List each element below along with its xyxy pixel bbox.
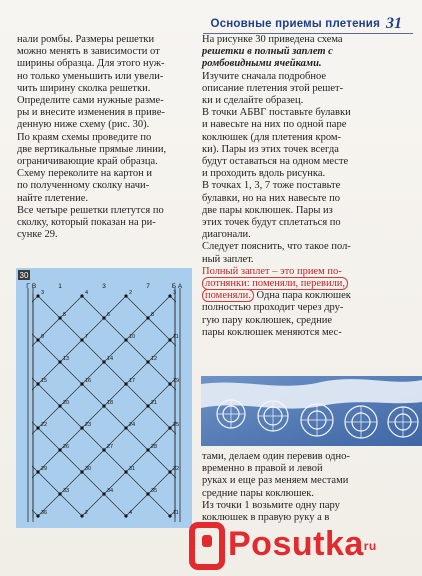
text-line: Изучите сначала подробное xyxy=(202,70,327,82)
text-line: временно в правой и левой xyxy=(202,463,323,475)
pin-number: 9 xyxy=(41,334,45,340)
pin-number: 31 xyxy=(129,466,136,472)
pin-number: 11 xyxy=(173,334,179,340)
pin-point xyxy=(146,360,149,363)
pin-number: 12 xyxy=(151,356,158,362)
text-line: руках и еще раз меняем местами xyxy=(202,475,349,487)
pin-number: 18 xyxy=(107,400,114,406)
text-line: найте плетение. xyxy=(17,192,89,204)
lattice-diagram xyxy=(16,268,192,528)
pin-number: 28 xyxy=(151,444,158,450)
pin-point xyxy=(80,294,83,297)
text-line: средние пары коклюшек. xyxy=(202,487,314,499)
text-line: чить ширину сколка решетки. xyxy=(17,82,151,94)
pin-point xyxy=(58,316,61,319)
text-line: В точках 1, 3, 7 тоже поставьте xyxy=(202,180,341,192)
top-label: Г xyxy=(26,283,30,290)
diagram-mask xyxy=(32,518,176,528)
text-line: ограничивающие край образца. xyxy=(17,156,158,168)
pin-number: 7 xyxy=(85,334,89,340)
pin-number: 34 xyxy=(107,488,114,494)
text-line: можно менять в зависимости от xyxy=(17,46,160,58)
text-line: ширины образца. Для этого нуж- xyxy=(17,58,165,70)
pin-point xyxy=(58,360,61,363)
pin-number: 32 xyxy=(173,466,180,472)
pin-number: 4 xyxy=(129,510,133,516)
pin-point xyxy=(168,294,171,297)
pin-number: 3 xyxy=(173,290,177,296)
pin-point xyxy=(102,360,105,363)
pin-number: 10 xyxy=(129,334,136,340)
top-label: В xyxy=(31,283,37,290)
pin-number: 24 xyxy=(129,422,136,428)
left-column-text xyxy=(17,34,195,241)
pin-point xyxy=(146,404,149,407)
pin-number: 20 xyxy=(63,400,70,406)
pin-number: 13 xyxy=(63,356,70,362)
pin-point xyxy=(36,426,39,429)
text-line: булавки, но на них навесьте по xyxy=(202,192,340,204)
pin-point xyxy=(80,338,83,341)
pin-point xyxy=(102,448,105,451)
text-line: гую пару коклюшек, средние xyxy=(202,314,333,326)
pin-number: 30 xyxy=(85,466,92,472)
pin-point xyxy=(168,470,171,473)
pin-point xyxy=(58,404,61,407)
pin-point xyxy=(168,426,171,429)
text-line: ры и внесите изменения в приве- xyxy=(17,107,165,119)
page-number: 31 xyxy=(386,15,402,32)
pin-point xyxy=(124,382,127,385)
pin-number: 23 xyxy=(85,422,92,428)
pin-point xyxy=(146,448,149,451)
top-label: 3 xyxy=(102,283,106,290)
text-line-emphasis: решетки в полный заплет с xyxy=(202,46,333,58)
text-fragment: Одна пара коклюшек xyxy=(253,290,351,302)
lattice-diagram-svg xyxy=(16,268,192,528)
pin-point xyxy=(36,470,39,473)
text-line xyxy=(202,290,382,302)
pin-point xyxy=(58,448,61,451)
pin-number: 29 xyxy=(41,466,48,472)
pin-number: 22 xyxy=(41,422,48,428)
pin-point xyxy=(36,338,39,341)
top-label: Б xyxy=(171,283,177,290)
watermark-logo xyxy=(188,519,422,572)
pin-number: 2 xyxy=(85,510,89,516)
text-line: диагонали. xyxy=(202,229,251,241)
pin-number: 33 xyxy=(63,488,70,494)
diagram-mask xyxy=(176,282,192,528)
text-line: В точки АБВГ поставьте булавки xyxy=(202,107,351,119)
pin-point xyxy=(102,316,105,319)
pin-number: 5 xyxy=(63,312,67,318)
logo-suffix: ru xyxy=(363,539,377,554)
lace-photo-image xyxy=(201,376,422,446)
pin-number: 36 xyxy=(41,510,48,516)
pin-number: 3 xyxy=(41,290,45,296)
page-header-title: Основные приемы плетения xyxy=(210,18,380,30)
pin-number: 35 xyxy=(151,488,158,494)
text-line: коклюшек в правую руку а в xyxy=(202,512,330,524)
pin-point xyxy=(124,338,127,341)
diagram-mask xyxy=(32,268,176,294)
pin-number: 2 xyxy=(129,290,133,296)
top-label: 7 xyxy=(146,283,150,290)
pin-number: 26 xyxy=(63,444,70,450)
text-line: пары коклюшек меняются мес- xyxy=(202,326,342,338)
pin-point xyxy=(124,470,127,473)
logo-word: Posutka xyxy=(228,525,364,563)
pin-number: 11 xyxy=(173,510,179,516)
pin-point xyxy=(36,514,39,517)
text-line: коклюшек (для плетения кром- xyxy=(202,131,342,143)
right-column-text xyxy=(202,34,382,339)
pin-point xyxy=(102,404,105,407)
text-line: и проходить вдоль рисунка. xyxy=(202,168,326,180)
text-line: Из точки 1 возьмите одну пару xyxy=(202,499,340,511)
text-line: Следует пояснить, что такое пол- xyxy=(202,241,351,253)
pin-point xyxy=(58,492,61,495)
lace-photo xyxy=(201,376,422,446)
text-line: но только уменьшить или увели- xyxy=(17,70,164,82)
pin-point xyxy=(80,382,83,385)
pin-number: 27 xyxy=(107,444,114,450)
pin-point xyxy=(124,514,127,517)
pin-number: 19 xyxy=(173,378,180,384)
diagram-mask xyxy=(16,282,32,528)
diagram-background xyxy=(16,268,192,528)
text-line: будут оставаться на одном месте xyxy=(202,156,349,168)
text-line: Все четыре решетки плетутся по xyxy=(17,204,164,216)
text-line: На рисунке 30 приведена схема xyxy=(202,34,343,45)
pin-number: 16 xyxy=(85,378,92,384)
text-line: тами, делаем один перевив одно- xyxy=(202,451,350,462)
pin-point xyxy=(168,338,171,341)
pin-number: 14 xyxy=(107,356,114,362)
pin-point xyxy=(146,492,149,495)
text-line: описание плетения этой решет- xyxy=(202,82,344,94)
text-line: две вертикальные прямые линии, xyxy=(17,143,167,155)
text-line: По краям схемы проведите по xyxy=(17,131,152,143)
text-line: полностью проходит через дру- xyxy=(202,302,344,314)
pin-point xyxy=(124,426,127,429)
text-line: по полученному сколку начи- xyxy=(17,180,150,192)
highlighted-definition: Полный заплет – это прием по- xyxy=(202,265,342,277)
text-line: нали ромбы. Размеры решетки xyxy=(17,34,155,45)
circled-phrase: лотнянки: поменяли, перевили, xyxy=(202,277,348,290)
pin-point xyxy=(80,514,83,517)
pin-point xyxy=(80,470,83,473)
pin-point xyxy=(36,294,39,297)
pin-number: 17 xyxy=(129,378,136,384)
text-line: Схему переколите на картон и xyxy=(17,168,152,180)
top-label: 1 xyxy=(58,283,62,290)
text-line: ки). Пары из этих точек всегда xyxy=(202,143,339,155)
pin-number: 25 xyxy=(173,422,180,428)
text-line: сколку, который показан на ри- xyxy=(17,217,156,229)
text-line: сунке 29. xyxy=(17,229,58,241)
pin-point xyxy=(168,514,171,517)
pin-number: 6 xyxy=(107,312,111,318)
text-line-emphasis: ромбовидными ячейками. xyxy=(202,58,322,70)
text-line: этих точек будут сплетаться по xyxy=(202,217,341,229)
text-line: ный заплет. xyxy=(202,253,254,265)
figure-number: 30 xyxy=(19,271,29,280)
pin-point xyxy=(124,294,127,297)
text-line: и навесьте на них по одной паре xyxy=(202,119,347,131)
pin-point xyxy=(168,382,171,385)
top-label: А xyxy=(177,283,183,290)
text-line: денную ниже схему (рис. 30). xyxy=(17,119,150,131)
pin-point xyxy=(36,382,39,385)
circled-phrase: поменяли. xyxy=(202,289,254,302)
pin-number: 8 xyxy=(151,312,155,318)
pin-number: 21 xyxy=(151,400,158,406)
logo-text xyxy=(228,525,377,564)
pin-point xyxy=(102,492,105,495)
text-line: Определите сами нужные разме- xyxy=(17,95,164,107)
pin-number: 4 xyxy=(85,290,89,296)
right-column-text-continued xyxy=(202,451,372,524)
logo-mark-icon xyxy=(188,521,228,571)
pin-point xyxy=(80,426,83,429)
pin-number: 15 xyxy=(41,378,48,384)
text-line: ки и сделайте образец. xyxy=(202,95,304,107)
text-line: две пары коклюшек. Пары из xyxy=(202,204,333,216)
pin-point xyxy=(146,316,149,319)
